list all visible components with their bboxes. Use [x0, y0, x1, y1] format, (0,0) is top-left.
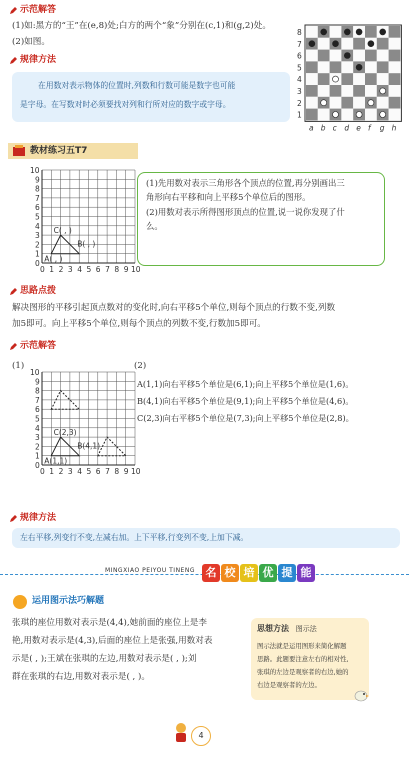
chess-col-label: h: [391, 123, 397, 133]
chess-piece: [380, 112, 386, 118]
exercise-banner-title: 教材练习五T7: [30, 146, 88, 156]
chess-row-label: 2: [297, 98, 302, 108]
reader-icon: [172, 722, 190, 749]
chess-square: [341, 97, 353, 109]
page-number: 4: [191, 726, 211, 746]
chess-piece: [356, 64, 362, 70]
brand-char: 培: [240, 564, 258, 582]
vertex-a-label: A( , ): [44, 254, 63, 264]
chess-square: [341, 109, 353, 121]
chess-square: [330, 85, 342, 97]
chess-square: [365, 50, 377, 62]
chess-square: [330, 50, 342, 62]
y-tick-label: 5: [35, 212, 40, 222]
chess-square: [389, 50, 401, 62]
book-icon: [12, 145, 26, 162]
chess-row-label: 1: [297, 110, 302, 120]
chessboard-figure: [294, 24, 404, 136]
chess-piece: [356, 29, 362, 35]
chess-square: [341, 85, 353, 97]
chess-piece: [344, 53, 350, 59]
y-tick-label: 1: [35, 249, 40, 259]
chess-square: [330, 26, 342, 38]
x-tick-label: 6: [95, 265, 101, 274]
thinking-line-1: 图示法就是运用图形来简化解题: [257, 642, 347, 650]
chess-piece: [368, 41, 374, 47]
y-tick-label: 4: [35, 221, 40, 231]
brand-title: [202, 564, 316, 582]
x-tick-label: 2: [58, 467, 64, 476]
chess-piece: [344, 29, 350, 35]
x-tick-label: 3: [67, 265, 73, 274]
x-tick-label: 8: [114, 467, 120, 476]
brand-char: 校: [221, 564, 239, 582]
pencil-icon: [9, 515, 17, 523]
chess-piece: [321, 29, 327, 35]
chess-square: [318, 50, 330, 62]
thinking-method-title: 思想方法: [257, 624, 289, 633]
thinking-method-box: [251, 618, 369, 700]
x-tick-label: 10: [131, 467, 141, 476]
exercise-line-1: (1)先用数对表示三角形各个顶点的位置,再分别画出三: [146, 178, 345, 188]
vertex-b-label: B(4,1): [77, 441, 101, 451]
chess-col-label: c: [332, 123, 337, 133]
brand-char: 能: [297, 564, 315, 582]
brand-char: 优: [259, 564, 277, 582]
y-tick-label: 10: [30, 166, 40, 175]
chess-col-label: b: [320, 123, 326, 133]
brand-char: 名: [202, 564, 220, 582]
person-icon: [13, 595, 27, 609]
chess-square: [389, 109, 401, 121]
chess-square: [306, 73, 318, 85]
chess-col-label: a: [309, 123, 314, 133]
vertex-a-label: A(1,1): [44, 456, 68, 466]
y-tick-label: 4: [35, 423, 40, 433]
chess-piece: [321, 100, 327, 106]
method-use-title: 运用图示法巧解题: [32, 596, 105, 606]
chess-square: [353, 38, 365, 50]
pencil-icon: [9, 343, 17, 351]
x-tick-label: 5: [86, 467, 92, 476]
chess-square: [318, 61, 330, 73]
chess-piece: [368, 100, 374, 106]
exercise-line-3: (2)用数对表示所得图形顶点的位置,说一说你发现了什: [146, 206, 345, 217]
exercise-line-2: 角形向右平移和向上平移5个单位后的图形。: [146, 192, 311, 203]
method-line-1: 在用数对表示物体的位置时,列数和行数可能是数字也可能: [38, 81, 236, 90]
vertex-c-label: C(2,3): [53, 428, 77, 438]
y-tick-label: 6: [35, 203, 40, 213]
vertex-c-label: C( , ): [53, 226, 72, 236]
thinking-method-subtitle: 图示法: [295, 625, 317, 633]
chess-col-label: g: [379, 123, 385, 133]
brand-pinyin: MINGXIAO PEIYOU TINENG: [105, 567, 195, 574]
chess-square: [353, 85, 365, 97]
pencil-icon: [9, 57, 17, 65]
x-tick-label: 8: [114, 265, 120, 274]
x-tick-label: 6: [95, 467, 101, 476]
section-title-answer: 示范解答: [9, 4, 56, 18]
chess-square: [341, 38, 353, 50]
chess-square: [330, 97, 342, 109]
y-tick-label: 7: [35, 193, 40, 203]
chess-square: [389, 26, 401, 38]
exercise-grid: [28, 164, 141, 282]
chess-square: [377, 73, 389, 85]
chess-square: [365, 109, 377, 121]
y-tick-label: 9: [35, 175, 40, 185]
chess-piece: [333, 76, 339, 82]
chess-col-label: e: [356, 123, 361, 133]
y-tick-label: 2: [35, 442, 40, 452]
answer-part-2-label: (2): [134, 361, 147, 371]
chess-col-label: d: [344, 123, 350, 133]
x-tick-label: 3: [67, 467, 73, 476]
method-box-2: [12, 528, 400, 548]
pencil-icon: [9, 288, 17, 296]
chess-square: [389, 85, 401, 97]
x-tick-label: 1: [49, 265, 55, 274]
x-tick-label: 9: [123, 265, 129, 274]
answer-translation-a: A(1,1)向右平移5个单位是(6,1);向上平移5个单位是(1,6)。: [137, 379, 354, 389]
x-tick-label: 0: [40, 467, 45, 476]
chess-square: [377, 61, 389, 73]
chess-square: [365, 73, 377, 85]
chess-piece: [333, 112, 339, 118]
x-tick-label: 0: [40, 265, 45, 274]
method-line-2: 是字母。在写数对时必须要找对列和行所对应的数字或字母。: [20, 100, 231, 109]
chess-row-label: 4: [297, 75, 302, 85]
chess-square: [365, 85, 377, 97]
chess-row-label: 8: [297, 28, 302, 37]
y-tick-label: 8: [35, 386, 40, 396]
method-2-line: 左右平移,列变行不变,左减右加。上下平移,行变列不变,上加下减。: [20, 533, 249, 542]
brand-char: 提: [278, 564, 296, 582]
chess-row-label: 6: [297, 51, 302, 61]
chess-square: [306, 109, 318, 121]
x-tick-label: 10: [131, 265, 141, 274]
chess-piece: [380, 29, 386, 35]
chess-row-label: 3: [297, 87, 302, 96]
answer-grid: [28, 366, 141, 484]
chess-col-label: f: [368, 123, 371, 133]
chess-square: [306, 97, 318, 109]
x-tick-label: 7: [105, 467, 110, 476]
x-tick-label: 4: [77, 467, 82, 476]
answer-line-2: (2)如图。: [12, 37, 50, 47]
chess-piece: [333, 41, 339, 47]
answer-line-1: (1)如:黑方的“王”在(e,8)处;白方的两个“象”分别在(c,1)和(g,2)处。: [12, 21, 271, 31]
chess-piece: [380, 88, 386, 94]
chess-square: [377, 50, 389, 62]
chess-square: [318, 73, 330, 85]
chess-square: [377, 38, 389, 50]
chess-square: [353, 50, 365, 62]
problem-line-1: 张琪的座位用数对表示是(4,4),她前面的座位上是李: [12, 618, 207, 628]
chess-square: [341, 61, 353, 73]
chess-square: [306, 26, 318, 38]
chessboard: [294, 24, 404, 136]
chess-square: [306, 85, 318, 97]
y-tick-label: 8: [35, 184, 40, 194]
y-tick-label: 5: [35, 414, 40, 424]
chess-square: [318, 85, 330, 97]
y-tick-label: 0: [35, 259, 40, 268]
x-tick-label: 4: [77, 265, 82, 274]
section-title-answer-2: 示范解答: [9, 340, 56, 354]
section-title-method-2: 规律方法: [9, 512, 56, 526]
hint-line-1: 解决图形的平移引起顶点数对的变化时,向右平移5个单位,则每个顶点的行数不变,列数: [12, 303, 336, 313]
answer-translation-c: C(2,3)向右平移5个单位是(7,3);向上平移5个单位是(2,8)。: [137, 413, 354, 423]
thinking-line-4: 右边是观察者的左边。: [257, 681, 321, 689]
chess-row-label: 5: [297, 63, 302, 73]
chess-square: [365, 26, 377, 38]
y-tick-label: 1: [35, 451, 40, 461]
chess-square: [389, 61, 401, 73]
y-tick-label: 0: [35, 461, 40, 470]
thinking-line-3: 张琪的左边是观察者的右边,她的: [257, 668, 349, 676]
method-box: [12, 72, 290, 122]
pencil-icon: [9, 7, 17, 15]
y-tick-label: 3: [35, 231, 40, 241]
section-title-hint: 思路点拨: [9, 285, 56, 299]
x-tick-label: 1: [49, 467, 55, 476]
y-tick-label: 6: [35, 405, 40, 415]
problem-line-2: 艳,用数对表示是(4,3),后面的座位上是张强,用数对表: [12, 636, 213, 646]
y-tick-label: 10: [30, 368, 40, 377]
chess-square: [365, 61, 377, 73]
y-tick-label: 9: [35, 377, 40, 387]
section-title-method: 规律方法: [9, 54, 56, 68]
chess-square: [330, 61, 342, 73]
chess-square: [389, 97, 401, 109]
chess-square: [306, 50, 318, 62]
y-tick-label: 7: [35, 395, 40, 405]
x-tick-label: 5: [86, 265, 92, 274]
chess-square: [377, 97, 389, 109]
chess-square: [353, 97, 365, 109]
problem-line-3: 示是( , );王斌在张琪的左边,用数对表示是( , );刘: [12, 654, 197, 664]
thinking-line-2: 思路。此题要注意左右的相对性,: [257, 655, 349, 663]
y-tick-label: 2: [35, 240, 40, 250]
vertex-b-label: B( , ): [77, 239, 96, 249]
thinking-method-text: [257, 640, 349, 692]
x-tick-label: 9: [123, 467, 129, 476]
hint-line-2: 加5即可。向上平移5个单位,则每个顶点的列数不变,行数加5即可。: [12, 319, 266, 329]
chess-row-label: 7: [297, 39, 302, 49]
chess-square: [389, 73, 401, 85]
chess-square: [306, 61, 318, 73]
problem-line-4: 群在张琪的右边,用数对表示是( , )。: [12, 672, 150, 682]
x-tick-label: 2: [58, 265, 64, 274]
bird-icon: [353, 688, 369, 707]
x-tick-label: 7: [105, 265, 110, 274]
chess-square: [389, 38, 401, 50]
chess-square: [318, 38, 330, 50]
chess-piece: [356, 112, 362, 118]
y-tick-label: 3: [35, 433, 40, 443]
chess-square: [318, 109, 330, 121]
exercise-line-4: 么。: [146, 220, 163, 231]
chess-piece: [309, 41, 315, 47]
exercise-box: [137, 172, 385, 266]
chess-square: [341, 73, 353, 85]
answer-part-1-label: (1): [12, 361, 25, 371]
answer-translation-b: B(4,1)向右平移5个单位是(9,1);向上平移5个单位是(4,6)。: [137, 396, 354, 406]
chess-square: [353, 73, 365, 85]
